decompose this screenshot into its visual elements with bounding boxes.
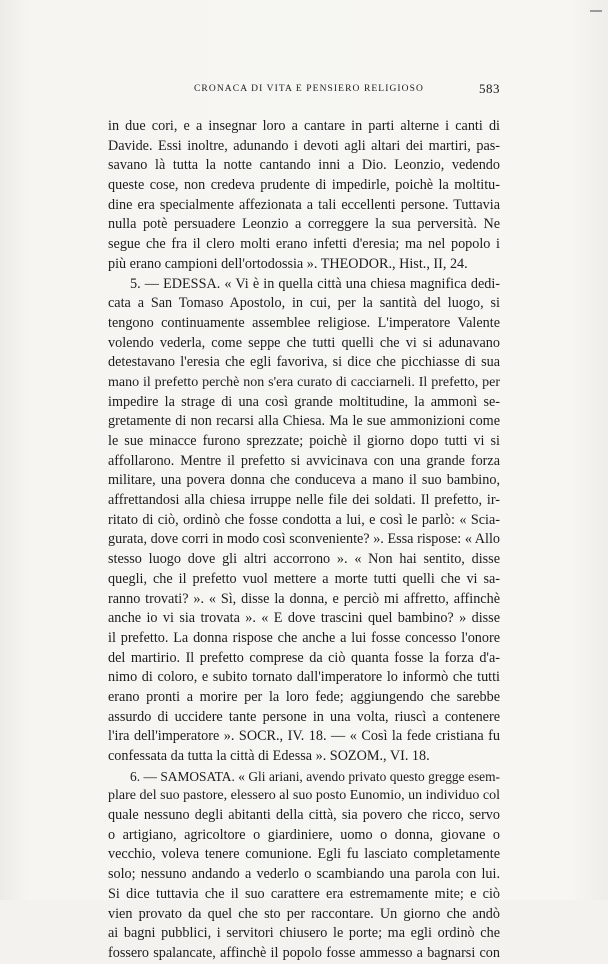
text-line: o artigiano, agricoltore o giardiniere, uomo o donna, giovane o [108, 826, 500, 843]
text-line: affollarono. Mentre il prefetto si avvicinava con una grande forza [108, 452, 500, 469]
text-line: militare, una povera donna che conduceva a mano il suo bambino, [108, 472, 500, 489]
text-line: Davide. Essi inoltre, adunando i devoti agli altari dei martiri, pas- [108, 137, 500, 154]
text-line: fossero spalancate, affinchè il popolo fosse ammesso a bagnarsi con [108, 944, 500, 961]
text-line: l'ira dell'imperatore ». SOCR., IV. 18. — « Così la fede cristiana fu [108, 728, 500, 745]
text-line: erano pronti a morire per la loro fede; aggiungendo che sarebbe [108, 688, 500, 705]
text-line: assurdo di uccidere tante persone in una volta, riuscì a contenere [108, 708, 500, 725]
text-line: solo; nessuno andando a vederlo o scambiando una parola con lui. [108, 866, 500, 883]
text-line: ritato di ciò, ordinò che fosse condotta a lui, e così le parlò: « Scia- [108, 511, 500, 528]
page-number: 583 [479, 81, 500, 96]
scan-edge-mark [590, 10, 602, 12]
text-line: Si dice tuttavia che il suo carattere era estremamente mite; e ciò [108, 885, 500, 902]
running-title: CRONACA DI VITA E PENSIERO RELIGIOSO [194, 84, 424, 94]
text-line: plare del suo pastore, elessero al suo posto Eunomio, un individuo col [108, 788, 500, 804]
text-line: gretamente di non recarsi alla Chiesa. Ma le sue ammonizioni come [108, 413, 500, 430]
text-line: il prefetto. La donna rispose che anche a lui fosse concesso l'onore [108, 629, 500, 646]
text-line: ranno trovati? ». « Sì, disse la donna, e perciò mi affretto, affinchè [108, 590, 500, 607]
text-line: 5. — EDESSA. « Vi è in quella città una chiesa magnifica dedi- [130, 275, 500, 292]
text-line: nulla potè persuadere Leonzio a correggere la sua perversità. Ne [108, 216, 500, 233]
text-line: le sue minacce furono sprezzate; poichè il giorno dopo tutti vi si [108, 433, 500, 449]
text-line: anche io vi sia trovata ». « E dove trascini quel bambino? » disse [108, 610, 500, 627]
text-line: vien provato da quel che sto per raccontare. Un giorno che andò [108, 905, 500, 922]
text-line: 6. — SAMOSATA. « Gli ariani, avendo privato questo gregge esem- [130, 768, 500, 784]
text-line: confessata da tutta la città di Edessa ». SOZOM., VI. 18. [108, 748, 430, 764]
text-line: in due cori, e a insegnar loro a cantare in parti alterne i canti di [108, 118, 500, 134]
text-line: quegli, che il prefetto vuol mettere a morte tutti quelli che vi sa- [108, 570, 500, 587]
text-line: cata a San Tomaso Apostolo, in cui, per la santità del luogo, si [108, 295, 500, 312]
text-line: gurata, dove corri in modo così sconveniente? ». Essa rispose: « Allo [108, 531, 500, 548]
running-header [108, 80, 500, 100]
text-line: ai bagni pubblici, i servitori chiusero le porte; ma egli ordinò che [108, 925, 500, 942]
text-line: nimo di coloro, e subito tornato dall'imperatore lo informò che tutti [108, 669, 500, 686]
text-line: segue che fra il clero molti erano infetti d'eresia; ma nel popolo i [108, 236, 500, 253]
text-line: quale nessuno degli abitanti della città, sia povero che ricco, servo [108, 807, 500, 824]
body-text [108, 117, 500, 964]
text-line: tengono continuamente assemblee religiose. L'imperatore Valente [108, 314, 500, 331]
text-line: dine era specialmente affezionata a tali eccellenti persone. Tuttavia [108, 196, 500, 213]
text-line: affrettandosi alla chiesa irruppe nelle file dei soldati. Il prefetto, ir- [108, 492, 500, 509]
text-line: savano là tutta la notte cantando inni a Dio. Leonzio, vedendo [108, 157, 500, 174]
text-line: stesso luogo dove gli altri accorrono ». « Non hai sentito, disse [108, 551, 500, 568]
text-line: vecchio, voleva tenere comunione. Egli fu lasciato completamente [108, 846, 500, 863]
text-line: volendo vederla, come seppe che tutti quelli che vi si adunavano [108, 334, 500, 351]
text-line: queste cose, non credeva prudente di impedirle, poichè la moltitu- [108, 177, 500, 194]
text-line: detestavano l'eresia che egli favoriva, si dice che picchiasse di sua [108, 354, 500, 371]
text-line: impedire la strage di una così grande moltitudine, la ammonì se- [108, 393, 500, 410]
text-line: più erano campioni dell'ortodossia ». THEODOR., Hist., II, 24. [108, 255, 468, 272]
text-line: del martirio. Il prefetto comprese da ciò quanta fosse la forza d'a- [108, 649, 500, 666]
text-line: mano il prefetto perchè non s'era curato di cacciarneli. Il prefetto, per [108, 374, 500, 390]
